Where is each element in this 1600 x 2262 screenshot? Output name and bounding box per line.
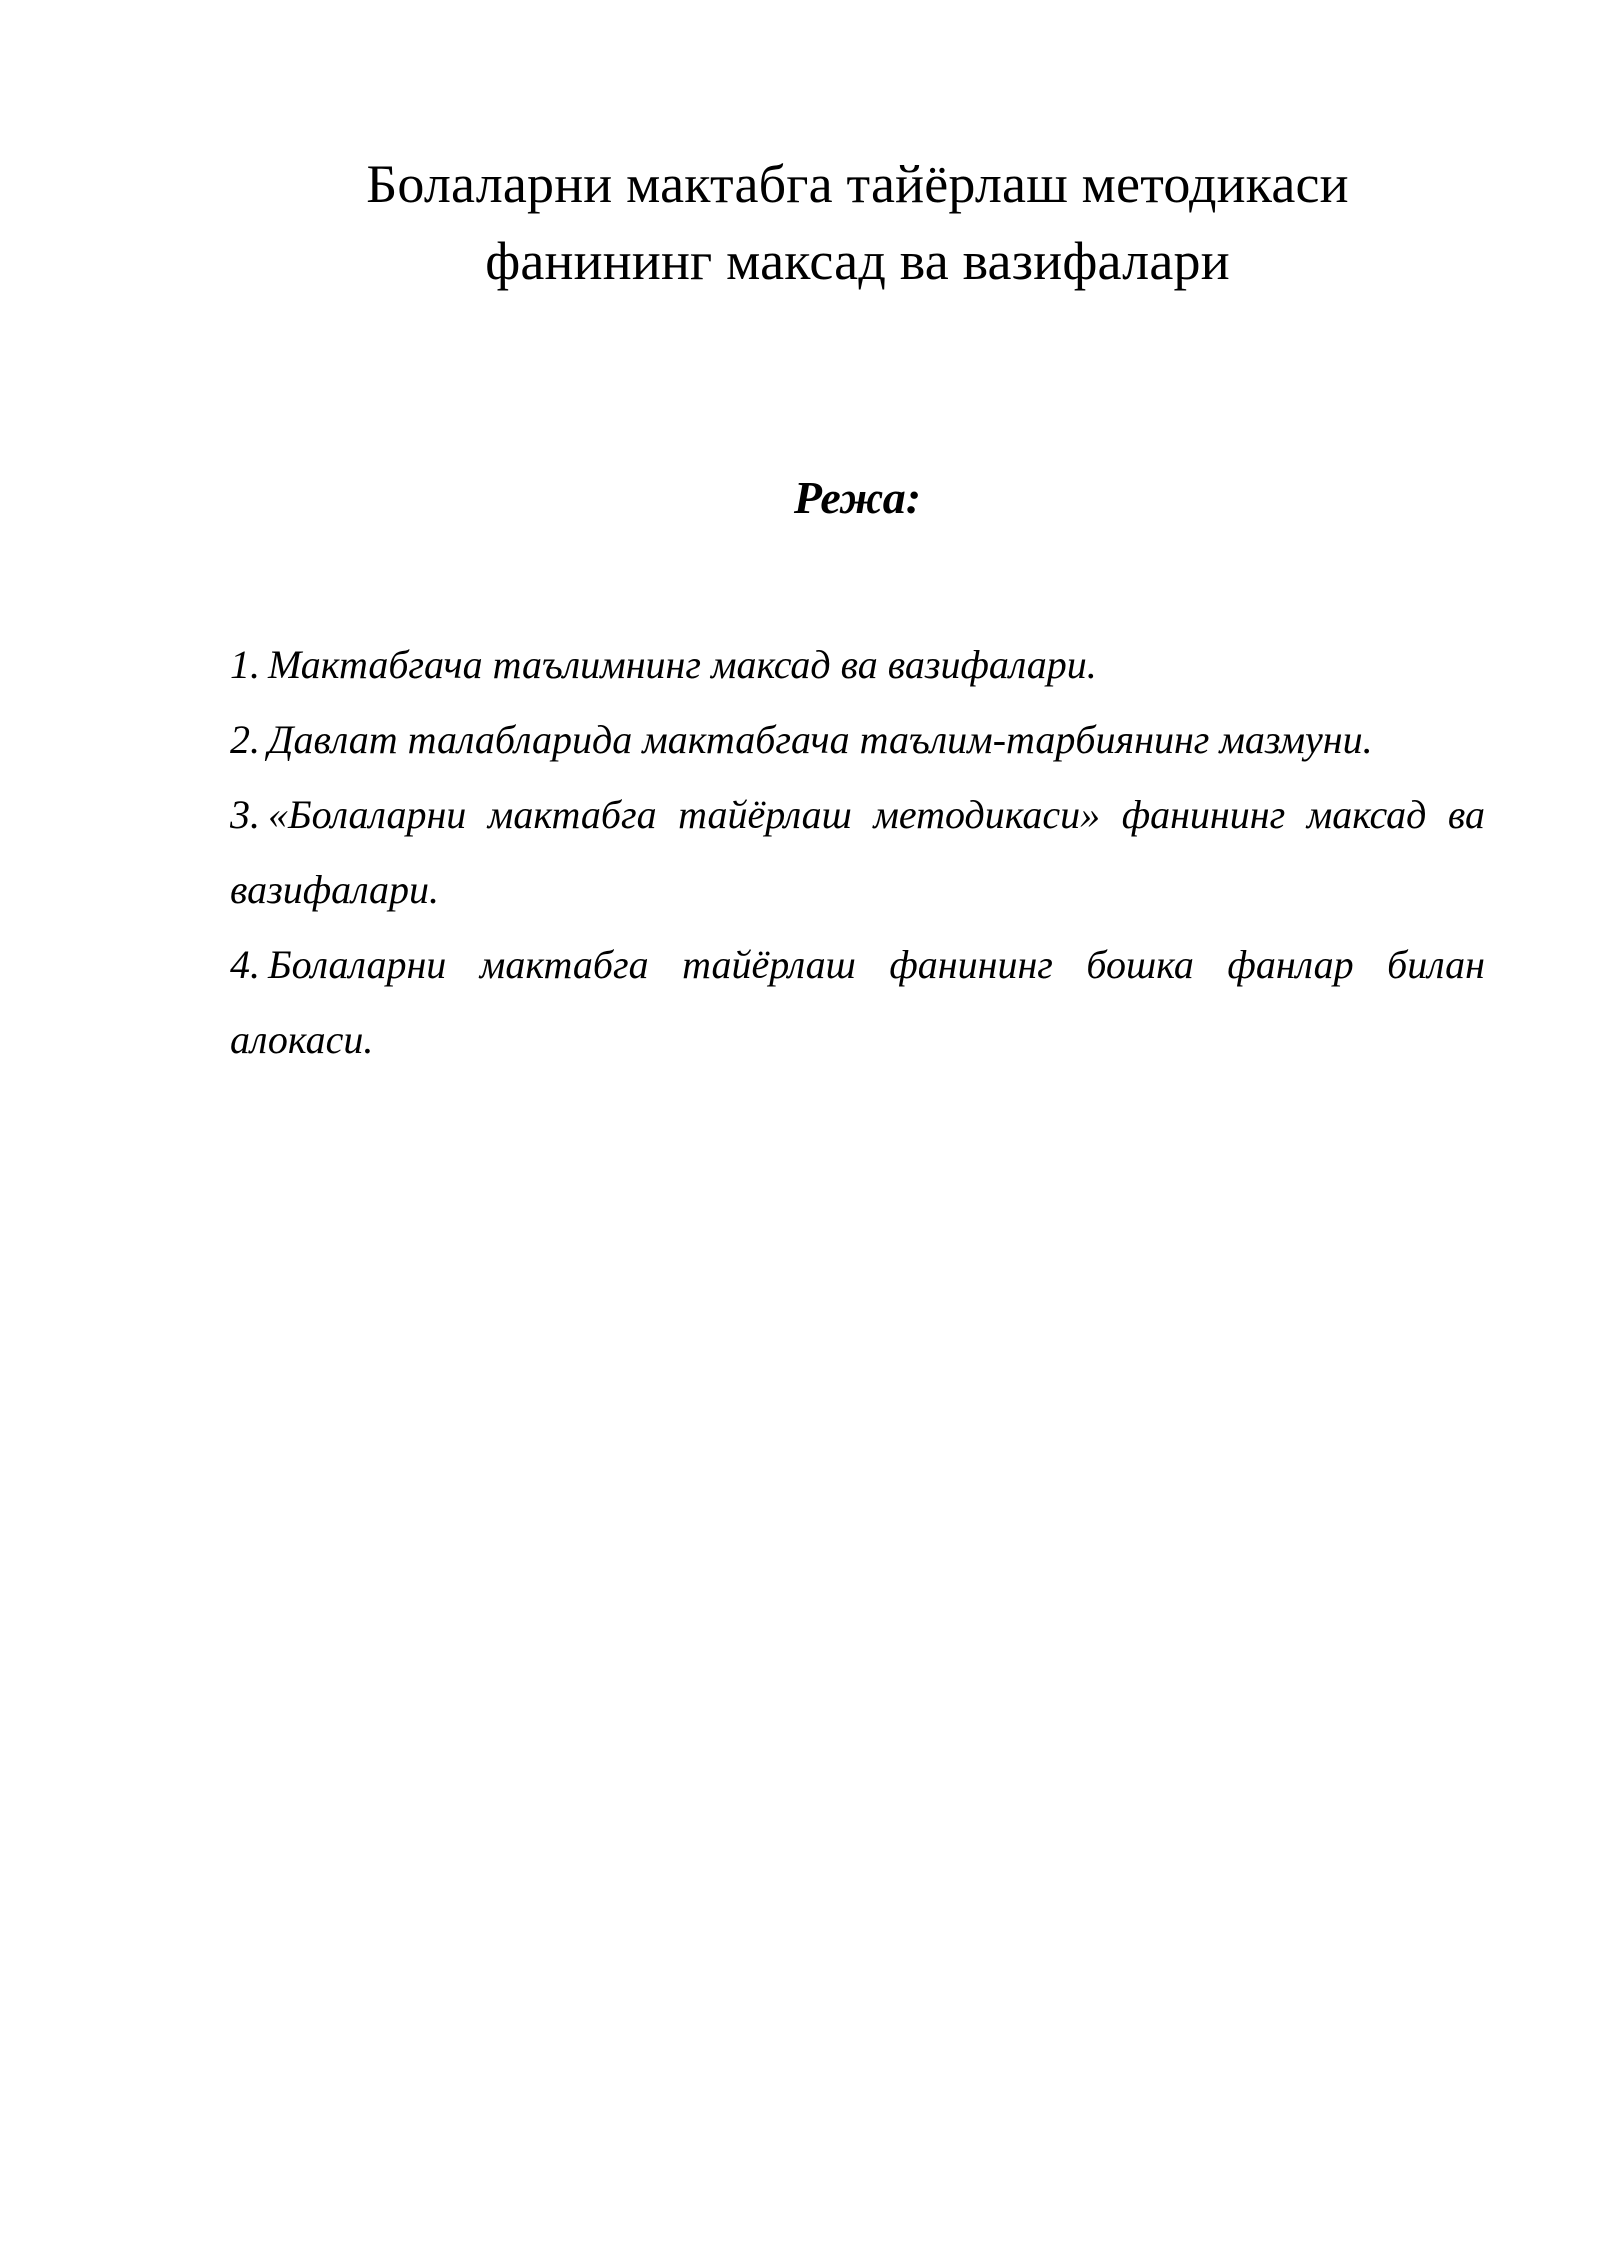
plan-item-text: Болаларни мактабга тайёрлаш фанининг бошка фанлар билан алокаси. [230,942,1485,1062]
plan-heading: Режа: [793,472,922,523]
plan-item [230,627,1485,702]
plan-item-number: 1. [230,642,260,687]
plan-item-number: 4. [230,942,260,987]
plan-item [230,702,1485,777]
plan-item-text: Давлат талабларида мактабгача таълим-тарбиянинг мазмуни. [268,717,1373,762]
title-line-1: Болаларни мактабга тайёрлаш методикаси [366,154,1349,214]
document-title [230,146,1485,300]
plan-item [230,927,1485,1077]
title-line-2: фанининг максад ва вазифалари [485,231,1230,291]
plan-item-number: 3. [230,792,260,837]
plan-item-text: Мактабгача таълимнинг максад ва вазифалари. [268,642,1097,687]
plan-item-number: 2. [230,717,260,762]
plan-item [230,777,1485,927]
plan-list [230,627,1485,1077]
plan-item-text: «Болаларни мактабга тайёрлаш методикаси» фанининг максад ва вазифалари. [230,792,1485,912]
